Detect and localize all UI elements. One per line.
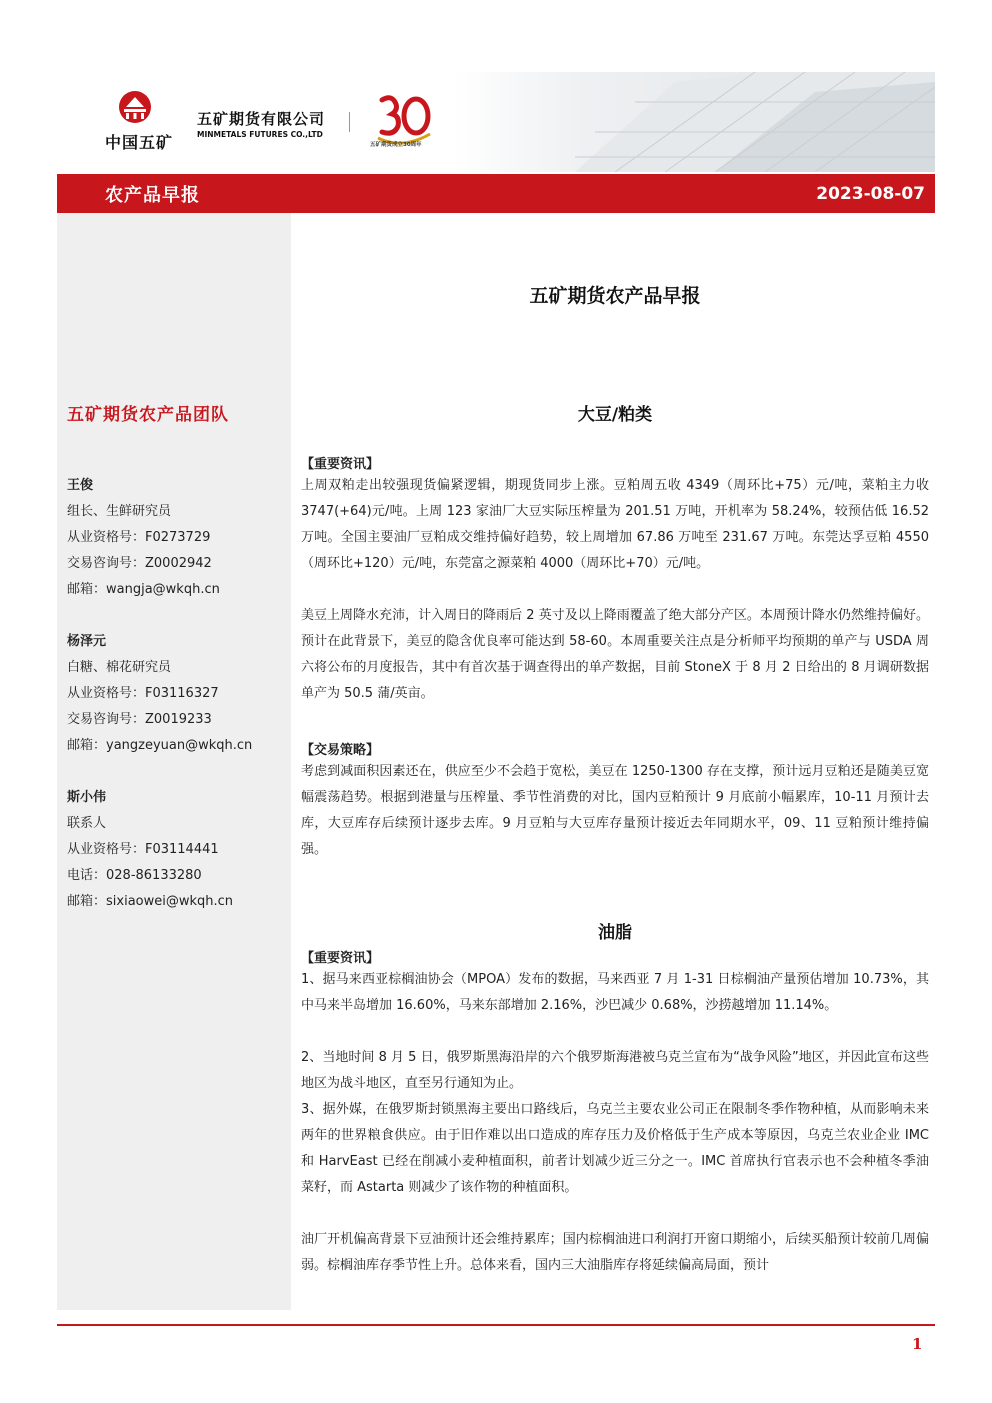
- person-consult-number: 交易咨询号：Z0019233: [67, 712, 212, 727]
- anniversary-caption: 五矿期货成立30周年: [370, 142, 422, 148]
- company-name-en: MINMETALS FUTURES CO.,LTD: [197, 130, 323, 139]
- analysis-paragraph: 油厂开机偏高背景下豆油预计还会维持累库；国内棕榈油进口利润打开窗口期缩小，后续买船预计较前几周偏弱。棕榈油库存季节性上升。总体来看，国内三大油脂库存将延续偏高局面，预计: [301, 1232, 929, 1273]
- person-role: 白糖、棉花研究员: [67, 660, 172, 675]
- page-number: 1: [912, 1335, 923, 1353]
- minmetals-emblem-icon: [118, 90, 152, 124]
- person-license: 从业资格号：F03114441: [67, 842, 219, 857]
- team-title: 五矿期货农产品团队: [67, 405, 229, 425]
- report-type-label: 农产品早报: [105, 184, 200, 206]
- news-item: 2、当地时间 8 月 5 日，俄罗斯黑海沿岸的六个俄罗斯海港被乌克兰宣布为“战争风险”地区，并因此宣布这些地区为战斗地区，直至另行通知为止。: [301, 1050, 929, 1091]
- header-banner: [57, 72, 935, 172]
- person-email: 邮箱：wangja@wkqh.cn: [67, 582, 220, 597]
- section-title-soybean: 大豆/粕类: [577, 405, 653, 425]
- person-role: 组长、生鲜研究员: [67, 504, 172, 519]
- person-name: 杨泽元: [67, 634, 107, 649]
- document-title: 五矿期货农产品早报: [529, 285, 701, 307]
- group-logo-text: 中国五矿: [105, 133, 174, 152]
- company-name-cn: 五矿期货有限公司: [197, 110, 326, 128]
- news-paragraph: 上周双粕走出较强现货偏紧逻辑，期现货同步上涨。豆粕周五收 4349（周环比+75）元/吨，菜粕主力收 3747(+64)元/吨。上周 123 家油厂大豆实际压榨量为 201.51 万吨，开机率为 58.24%，较预估低 16.52 万吨。全国主要油厂豆粕成交维持偏好趋势，较上周增加 67.86 万吨至 231.67 万吨。东莞达孚豆粕 4550（周环比+120）元/吨，东莞富之源菜粕 4000（周环比+70）元/吨。: [301, 478, 929, 571]
- strategy-paragraph: 考虑到减面积因素还在，供应至少不会趋于宽松，美豆在 1250-1300 存在支撑，预计远月豆粕还是随美豆宽幅震荡趋势。根据到港量与压榨量、季节性消费的对比，国内豆粕预计 9 月底前小幅累库，10-11 月预计去库，大豆库存后续预计逐步去库。9 月豆粕与大豆库存量预计接近去年同期水平，09、11 豆粕预计维持偏强。: [301, 764, 929, 857]
- minmetals-group-logo: [105, 90, 174, 153]
- section-title-oils: 油脂: [598, 923, 632, 943]
- person-consult-number: 交易咨询号：Z0002942: [67, 556, 212, 571]
- footer-rule: [57, 1324, 935, 1326]
- news-paragraph: 美豆上周降水充沛，计入周日的降雨后 2 英寸及以上降雨覆盖了绝大部分产区。本周预计降水仍然维持偏好。预计在此背景下，美豆的隐含优良率可能达到 58-60。本周重要关注点是分析师平均预期的单产与 USDA 周六将公布的月度报告，其中有首次基于调查得出的单产数据，目前 StoneX 于 8 月 2 日给出的 8 月调研数据单产为 50.5 蒲/英亩。: [301, 608, 929, 701]
- person-name: 王俊: [67, 478, 94, 493]
- person-role: 联系人: [67, 816, 107, 831]
- strategy-tag: 【交易策略】: [301, 743, 380, 758]
- news-tag: 【重要资讯】: [301, 457, 380, 472]
- team-sidebar: [57, 213, 291, 1310]
- news-tag: 【重要资讯】: [301, 951, 380, 966]
- report-date: 2023-08-07: [816, 183, 925, 204]
- report-title-bar: [57, 174, 935, 213]
- person-email: 邮箱：yangzeyuan@wkqh.cn: [67, 738, 253, 753]
- news-item: 3、据外媒，在俄罗斯封锁黑海主要出口路线后，乌克兰主要农业公司正在限制冬季作物种植，从而影响未来两年的世界粮食供应。由于旧作难以出口造成的库存压力及价格低于生产成本等原因，乌克兰农业企业 IMC 和 HarvEast 已经在削减小麦种植面积，前者计划减少近三分之一。IMC 首席执行官表示也不会种植冬季油菜籽，而 Astarta 则减少了该作物的种植面积。: [301, 1102, 929, 1195]
- person-license: 从业资格号：F03116327: [67, 686, 219, 701]
- news-item: 1、据马来西亚棕榈油协会（MPOA）发布的数据，马来西亚 7 月 1-31 日棕榈油产量预估增加 10.73%，其中马来半岛增加 16.60%，马来东部增加 2.16%，沙巴减少 0.68%，沙捞越增加 11.14%。: [301, 972, 929, 1013]
- person-phone: 电话：028-86133280: [67, 868, 202, 883]
- header-divider: [349, 112, 350, 132]
- person-email: 邮箱：sixiaowei@wkqh.cn: [67, 894, 234, 909]
- person-name: 斯小伟: [67, 790, 107, 805]
- person-card: [67, 785, 233, 915]
- person-license: 从业资格号：F0273729: [67, 530, 211, 545]
- company-name: [197, 108, 325, 139]
- person-card: [67, 473, 220, 603]
- building-graphic: [515, 72, 935, 172]
- person-card: [67, 629, 252, 759]
